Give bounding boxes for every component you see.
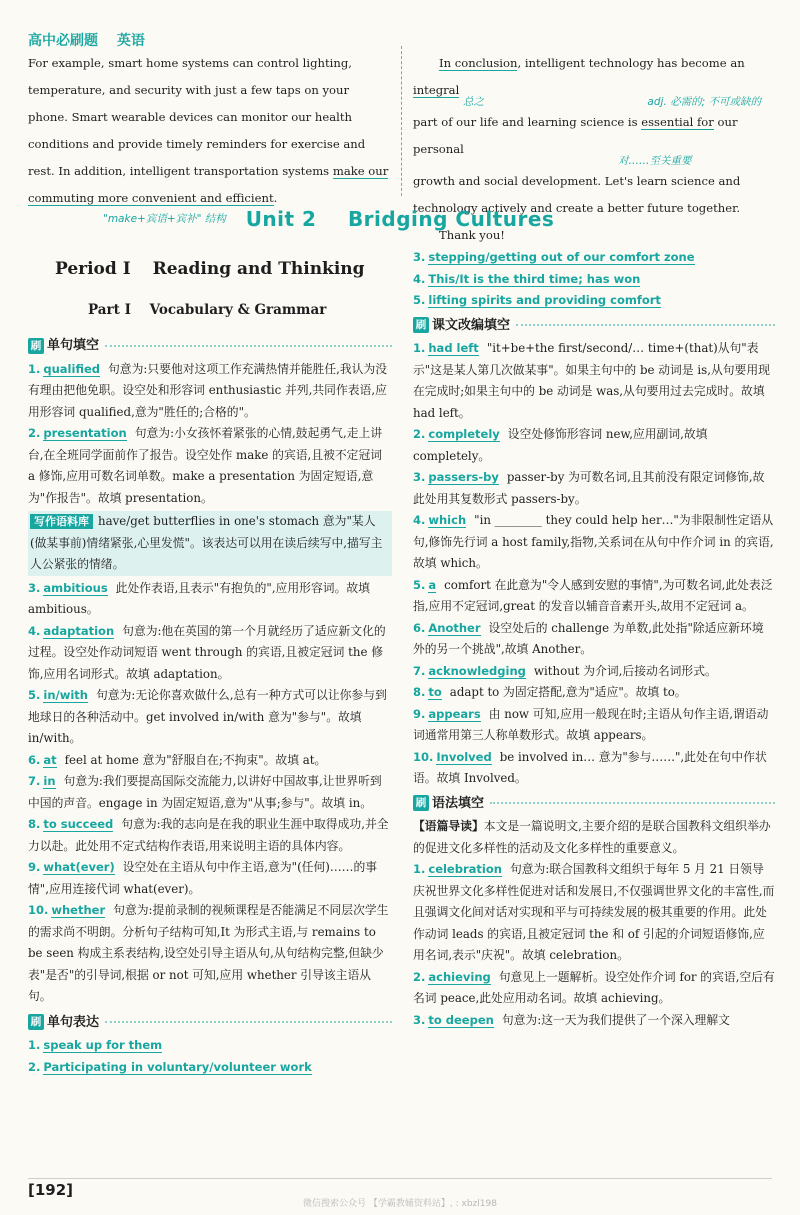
list-item: 5. a comfort 在此意为"令人感到安慰的事情",为可数名词,此处表泛指,应用不定冠词,great 的发音以辅音音素开头,故用不定冠词 a。 — [413, 577, 773, 613]
running-header — [28, 30, 159, 50]
list-item: 7. acknowledging without 为介词,后接动名词形式。 — [413, 663, 717, 678]
list-item: 1. speak up for them — [28, 1038, 163, 1052]
explanation: 设空处修饰形容词 new,应用副词,故填 completely。 — [413, 427, 708, 463]
answer: adaptation — [43, 623, 115, 638]
period-label: Period Ⅰ — [55, 259, 131, 279]
page-number: [192] — [28, 1181, 74, 1199]
section-badge: 刷 — [28, 338, 44, 354]
answer: what(ever) — [43, 860, 115, 874]
part-title — [88, 302, 326, 318]
explanation: 句意见上一题解析。设空处作介词 for 的宾语,空后有名词 peace,此处应用动名词。故填 achieving。 — [413, 969, 775, 1005]
passage-right-text-3: our personal — [413, 115, 738, 156]
list-item: 3. ambitious 此处作表语,且表示"有抱负的",应用形容词。故填 ambitious。 — [28, 580, 370, 616]
passage-note-conclusion: 总之 — [463, 96, 484, 108]
passage-guide-tag: 【语篇导读】 — [413, 819, 484, 833]
list-item: 2. completely 设空处修饰形容词 new,应用副词,故填 completely。 — [413, 427, 708, 463]
unit-name: Bridging Cultures — [347, 207, 555, 231]
explanation: 句意为:我的志向是在我的职业生涯中取得成功,并全力以赴。此处用不定式结构作表语,用来说明主语的具体内容。 — [28, 817, 389, 853]
passage-right-text-2: part of our life and learning science is — [413, 115, 638, 129]
text-adaptation-list — [413, 338, 775, 790]
answer: celebration — [428, 862, 502, 876]
passage-left-column — [28, 50, 392, 226]
section-single-fill — [28, 335, 392, 357]
section-title: 单句填空 — [47, 338, 100, 353]
answer: a — [428, 577, 437, 592]
explanation: 句意为:这一天为我们提供了一个深入理解文 — [501, 1012, 730, 1027]
unit-label: Unit 2 — [245, 207, 317, 231]
explanation: feel at home 意为"舒服自在;不拘束"。故填 at。 — [64, 752, 327, 767]
passage-guide — [413, 816, 775, 859]
passage-right-text-1: , intelligent technology has become an — [517, 56, 745, 70]
list-item: 10. Involved be involved in… 意为"参与……",此处在句中作状语。故填 Involved。 — [413, 749, 767, 785]
explanation: 句意为:只要他对这项工作充满热情并能胜任,我认为没有理由把他免职。设空处和形容词 enthusiastic 并列,共同作表语,应用形容词 qualified,意为"胜任的;合格的"。 — [28, 361, 388, 419]
list-item: 9. appears 由 now 可知,应用一般现在时;主语从句作主语,谓语动词通常用第三人称单数形式。故填 appears。 — [413, 706, 769, 742]
explanation: 设空处后的 challenge 为单数,此处指"除适应新环境外的另一个挑战",故填 Another。 — [413, 620, 764, 656]
answer: ambitious — [43, 580, 108, 595]
footer-rule — [28, 1178, 772, 1179]
explanation: 句意为:他在英国的第一个月就经历了适应新文化的过程。设空处作动词短语 went through 的宾语,且被定冠词 the 修饰,应用名词形式。故填 adaptation。 — [28, 623, 386, 681]
left-column — [28, 332, 392, 1078]
list-item: 6. Another 设空处后的 challenge 为单数,此处指"除适应新环境外的另一个挑战",故填 Another。 — [413, 620, 764, 656]
explanation: 由 now 可知,应用一般现在时;主语从句作主语,谓语动词通常用第三人称单数形式。故填 appears。 — [413, 706, 769, 742]
explanation: "in ________ they could help her…"为非限制性定语从句,修饰先行词 a host family,指物,关系词在从句中作介词 in 的宾语,故填 which。 — [413, 513, 774, 570]
explanation: 设空处在主语从句中作主语,意为"(任何)……的事情",应用连接代词 what(ever)。 — [28, 860, 378, 896]
answer: completely — [428, 427, 500, 441]
grammar-fill-list — [413, 859, 775, 1031]
answer: passers-by — [428, 470, 499, 484]
list-item: 1. had left "it+be+the first/second/… time+(that)从句"表示"这是某人第几次做某事"。如果主句中的 be 动词是 is,从句要用现在完成时;如果主句中的 be 动词是 was,从句要用过去完成时。故填 had left。 — [413, 341, 770, 420]
single-fill-list-continued — [28, 578, 392, 1008]
explanation: "it+be+the first/second/… time+(that)从句"表示"这是某人第几次做某事"。如果主句中的 be 动词是 is,从句要用现在完成时;如果主句中的 be 动词是 was,从句要用过去完成时。故填 had left。 — [413, 341, 770, 420]
unit-title — [0, 207, 800, 231]
section-badge: 刷 — [28, 1014, 44, 1030]
answer: in/with — [43, 688, 88, 702]
part-name: Vocabulary & Grammar — [149, 302, 327, 318]
writing-corpus-text: have/get butterflies in one's stomach 意为"某人(做某事前)情绪紧张,心里发慌"。该表达可以用在读后续写中,描写主人公紧张的情绪。 — [30, 514, 383, 571]
explanation: 句意为:小女孩怀着紧张的心情,鼓起勇气,走上讲台,在全班同学面前作了报告。设空处作 make 的宾语,且被不定冠词 a 修饰,应用可数名词单数。make a presentation 为固定短语,意为"作报告"。故填 presentation。 — [28, 426, 383, 505]
passage-word-integral: integral — [413, 83, 460, 97]
explanation: 此处作表语,且表示"有抱负的",应用形容词。故填 ambitious。 — [28, 580, 370, 616]
answer: whether — [51, 903, 106, 917]
passage-note-essential: 对……至关重要 — [618, 155, 692, 167]
explanation: 句意为:提前录制的视频课程是否能满足不同层次学生的需求尚不明朗。分析句子结构可知,It 为形式主语,与 remains to be seen 构成主系表结构,设空处引导主语从句,从句结构完整,但缺少表"是否"的引导词,根据 or not 可知,应用 whether 引导该主语从句。 — [28, 903, 389, 1003]
answer: to — [428, 685, 442, 699]
answer: Involved — [436, 749, 492, 764]
section-title: 语法填空 — [432, 795, 485, 811]
list-item: 5. in/with 句意为:无论你喜欢做什么,总有一种方式可以让你参与到地球日的各种活动中。get involved in/with 意为"参与"。故填 in/with。 — [28, 688, 387, 745]
list-item: 2. Participating in voluntary/volunteer work — [28, 1059, 312, 1074]
explanation: adapt to 为固定搭配,意为"适应"。故填 to。 — [449, 685, 687, 699]
list-item: 9. what(ever) 设空处在主语从句中作主语,意为"(任何)……的事情",应用连接代词 what(ever)。 — [28, 860, 378, 896]
list-item: 1. qualified 句意为:只要他对这项工作充满热情并能胜任,我认为没有理由把他免职。设空处和形容词 enthusiastic 并列,共同作表语,应用形容词 qualified,意为"胜任的;合格的"。 — [28, 361, 388, 419]
answer: acknowledging — [428, 663, 526, 678]
explanation: 句意为:我们要提高国际交流能力,以讲好中国故事,让世界听到中国的声音。engage in 为固定短语,意为"从事;参与"。故填 in。 — [28, 774, 382, 810]
answer: to deepen — [428, 1012, 494, 1027]
passage-left-underline: make our commuting more convenient and efficient — [28, 164, 389, 205]
list-item: 4. adaptation 句意为:他在英国的第一个月就经历了适应新文化的过程。设空处作动词短语 went through 的宾语,且被定冠词 the 修饰,应用名词形式。故填 adaptation。 — [28, 623, 386, 681]
list-item: 6. at feel at home 意为"舒服自在;不拘束"。故填 at。 — [28, 752, 327, 767]
list-item: 3. to deepen 句意为:这一天为我们提供了一个深入理解文 — [413, 1012, 730, 1027]
list-item: 1. celebration 句意为:联合国教科文组织于每年 5 月 21 日领导庆祝世界文化多样性促进对话和发展日,不仅强调世界文化的丰富性,而且强调文化间对话对实现和平与可持续发展的极其重要的作用。此处作动词 leads 的宾语,且被定冠词 the 和 of 引起的介词短语修饰,应用名词,表示"庆祝"。故填 celebration。 — [413, 862, 775, 962]
passage-phrase-essential: essential for — [641, 115, 714, 129]
subject-label: 英语 — [116, 33, 145, 49]
section-title: 单句表达 — [47, 1014, 100, 1030]
explanation: 句意为:无论你喜欢做什么,总有一种方式可以让你参与到地球日的各种活动中。get involved in/with 意为"参与"。故填 in/with。 — [28, 688, 387, 745]
passage-left-text: For example, smart home systems can control lighting, temperature, and security with just a few taps on your phone. Smart wearable devices can monitor our health conditions and provide timely reminders for exercise and rest. In addition, intelligent transportation systems — [28, 56, 366, 178]
single-expression-list-continued — [413, 247, 775, 312]
section-single-expression — [28, 1012, 392, 1034]
explanation: 句意为:联合国教科文组织于每年 5 月 21 日领导庆祝世界文化多样性促进对话和发展日,不仅强调世界文化的丰富性,而且强调文化间对话对实现和平与可持续发展的极其重要的作用。此处作动词 leads 的宾语,且被定冠词 the 和 of 引起的介词短语修饰,应用名词,表示"庆祝"。故填 celebration。 — [413, 862, 775, 962]
section-title: 课文改编填空 — [432, 317, 511, 333]
section-badge: 刷 — [413, 795, 429, 811]
part-label: Part Ⅰ — [88, 302, 131, 318]
single-fill-list — [28, 359, 392, 510]
list-item: 10. whether 句意为:提前录制的视频课程是否能满足不同层次学生的需求尚不明朗。分析句子结构可知,It 为形式主语,与 remains to be seen 构成主系表结构,设空处引导主语从句,从句结构完整,但缺少表"是否"的引导词,根据 or not 可知,应用 whether 引导该主语从句。 — [28, 903, 389, 1003]
section-text-adaptation — [413, 315, 775, 337]
answer: in — [43, 774, 56, 788]
passage-note-integral: adj. 必需的; 不可或缺的 — [647, 96, 761, 108]
answer: had left — [428, 341, 479, 355]
list-item: 3. passers-by passer-by 为可数名词,且其前没有限定词修饰,故此处用其复数形式 passers-by。 — [413, 470, 765, 506]
list-item: 7. in 句意为:我们要提高国际交流能力,以讲好中国故事,让世界听到中国的声音。engage in 为固定短语,意为"从事;参与"。故填 in。 — [28, 774, 382, 810]
answer: appears — [428, 706, 481, 721]
passage-left-end: . — [273, 191, 278, 205]
explanation: be involved in… 意为"参与……",此处在句中作状语。故填 Involved。 — [413, 749, 767, 785]
list-item: 2. achieving 句意见上一题解析。设空处作介词 for 的宾语,空后有名词 peace,此处应用动名词。故填 achieving。 — [413, 969, 775, 1005]
period-title — [55, 259, 365, 279]
answer: Another — [428, 620, 481, 635]
answer: which — [428, 513, 467, 527]
writing-corpus-box — [28, 511, 392, 576]
footer-watermark: 微信搜索公众号 【学霸教辅资料站】, : xbzl198 — [303, 1199, 497, 1209]
passage-phrase-conclusion: In conclusion — [439, 56, 518, 70]
list-item: 8. to succeed 句意为:我的志向是在我的职业生涯中取得成功,并全力以赴。此处用不定式结构作表语,用来说明主语的具体内容。 — [28, 817, 389, 853]
answer: qualified — [43, 361, 100, 376]
explanation: passer-by 为可数名词,且其前没有限定词修饰,故此处用其复数形式 passers-by。 — [413, 470, 765, 506]
explanation: comfort 在此意为"令人感到安慰的事情",为可数名词,此处表泛指,应用不定冠词,great 的发音以辅音音素开头,故用不定冠词 a。 — [413, 577, 773, 613]
list-item: 5. lifting spirits and providing comfort — [413, 293, 661, 307]
period-name: Reading and Thinking — [152, 259, 365, 279]
answer: to succeed — [43, 817, 114, 831]
answer: at — [43, 752, 57, 767]
book-title: 高中必刷题 — [28, 33, 98, 49]
passage-closing: Thank you! — [439, 228, 505, 242]
column-divider — [401, 46, 403, 196]
answer: achieving — [428, 969, 491, 984]
list-item: 2. presentation 句意为:小女孩怀着紧张的心情,鼓起勇气,走上讲台,在全班同学面前作了报告。设空处作 make 的宾语,且被不定冠词 a 修饰,应用可数名词单数。make a presentation 为固定短语,意为"作报告"。故填 presentation。 — [28, 426, 383, 505]
passage-left-note: "make+宾语+宾补" 结构 — [103, 213, 226, 225]
list-item: 4. which "in ________ they could help her…"为非限制性定语从句,修饰先行词 a host family,指物,关系词在从句中作介词 in 的宾语,故填 which。 — [413, 513, 774, 570]
list-item: 4. This/It is the third time; has won — [413, 271, 641, 286]
writing-corpus-tag: 写作语料库 — [30, 514, 93, 529]
section-grammar-fill — [413, 793, 775, 815]
passage-right-text-4: growth and social development. Let's learn science and technology actively and create a better future together. — [413, 174, 741, 215]
single-expression-list — [28, 1035, 392, 1078]
explanation: without 为介词,后接动名词形式。 — [533, 663, 717, 678]
answer: presentation — [43, 426, 127, 440]
list-item: 8. to adapt to 为固定搭配,意为"适应"。故填 to。 — [413, 685, 687, 699]
list-item: 3. stepping/getting out of our comfort zone — [413, 250, 695, 264]
passage-guide-text: 本文是一篇说明文,主要介绍的是联合国教科文组织举办的促进文化多样性的活动及文化多样性的重要意义。 — [413, 819, 771, 855]
right-column — [413, 247, 775, 1031]
section-badge: 刷 — [413, 317, 429, 333]
